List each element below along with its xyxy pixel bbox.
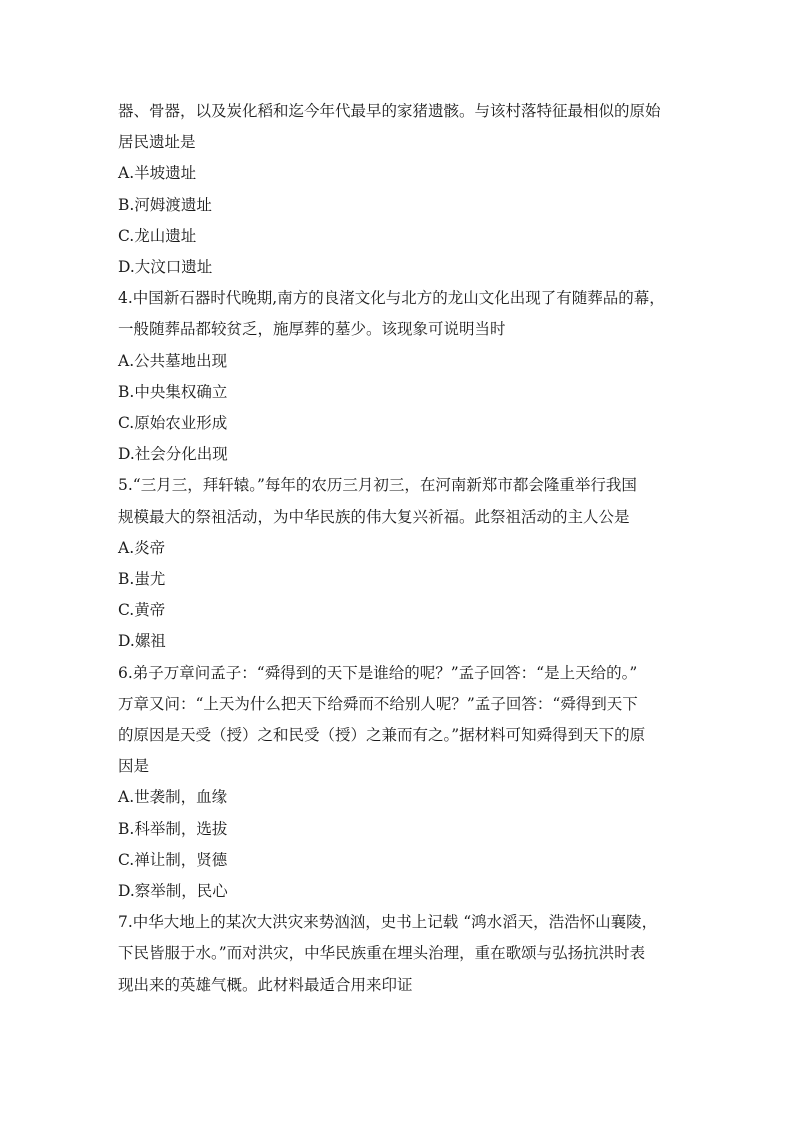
option-line: A.炎帝 — [118, 539, 166, 557]
option-line: C.黄帝 — [118, 601, 166, 619]
option-line: B.中央集权确立 — [118, 383, 228, 401]
option-line: A.公共墓地出现 — [118, 352, 228, 370]
option-line: A.半坡遗址 — [118, 164, 197, 182]
text-line: 的原因是天受（授）之和民受（授）之兼而有之。”据材料可知舜得到天下的原 — [118, 726, 646, 744]
option-line: C.原始农业形成 — [118, 414, 228, 432]
option-line: B.科举制，选拔 — [118, 820, 228, 838]
text-line: 下民皆服于水。”而对洪灾，中华民族重在埋头治理，重在歌颂与弘扬抗洪时表 — [118, 944, 646, 962]
option-line: C.龙山遗址 — [118, 227, 197, 245]
text-line: 居民遗址是 — [118, 133, 196, 151]
question-line: 4.中国新石器时代晚期,南方的良渚文化与北方的龙山文化出现了有随葬品的幕， — [118, 289, 665, 307]
question-line: 6.弟子万章问孟子：“舜得到的天下是谁给的呢？”孟子回答：“是上天给的。” — [118, 664, 638, 682]
option-line: A.世袭制，血缘 — [118, 788, 228, 806]
text-line: 规模最大的祭祖活动，为中华民族的伟大复兴祈福。此祭祖活动的主人公是 — [118, 508, 630, 526]
question-line: 5.“三月三，拜轩辕。”每年的农历三月初三，在河南新郑市都会隆重举行我国 — [118, 476, 637, 494]
text-line: 器、骨器，以及炭化稻和迄今年代最早的家猪遗骸。与该村落特征最相似的原始 — [118, 102, 661, 120]
question-line: 7.中华大地上的某次大洪灾来势汹汹，史书上记载 “鸿水滔天，浩浩怀山襄陵， — [118, 913, 658, 931]
option-line: B.河姆渡遗址 — [118, 196, 212, 214]
option-line: D.察举制，民心 — [118, 882, 228, 900]
text-line: 万章又问：“上天为什么把天下给舜而不给别人呢？”孟子回答：“舜得到天下 — [118, 695, 638, 713]
option-line: D.嫘祖 — [118, 632, 166, 650]
text-line: 现出来的英雄气概。此材料最适合用来印证 — [118, 976, 413, 994]
option-line: D.社会分化出现 — [118, 445, 228, 463]
option-line: C.禅让制，贤德 — [118, 851, 228, 869]
text-line: 因是 — [118, 757, 150, 775]
option-line: B.蚩尤 — [118, 570, 166, 588]
text-line: 一般随葬品都较贫乏，施厚葬的墓少。该现象可说明当时 — [118, 320, 506, 338]
option-line: D.大汶口遗址 — [118, 258, 213, 276]
